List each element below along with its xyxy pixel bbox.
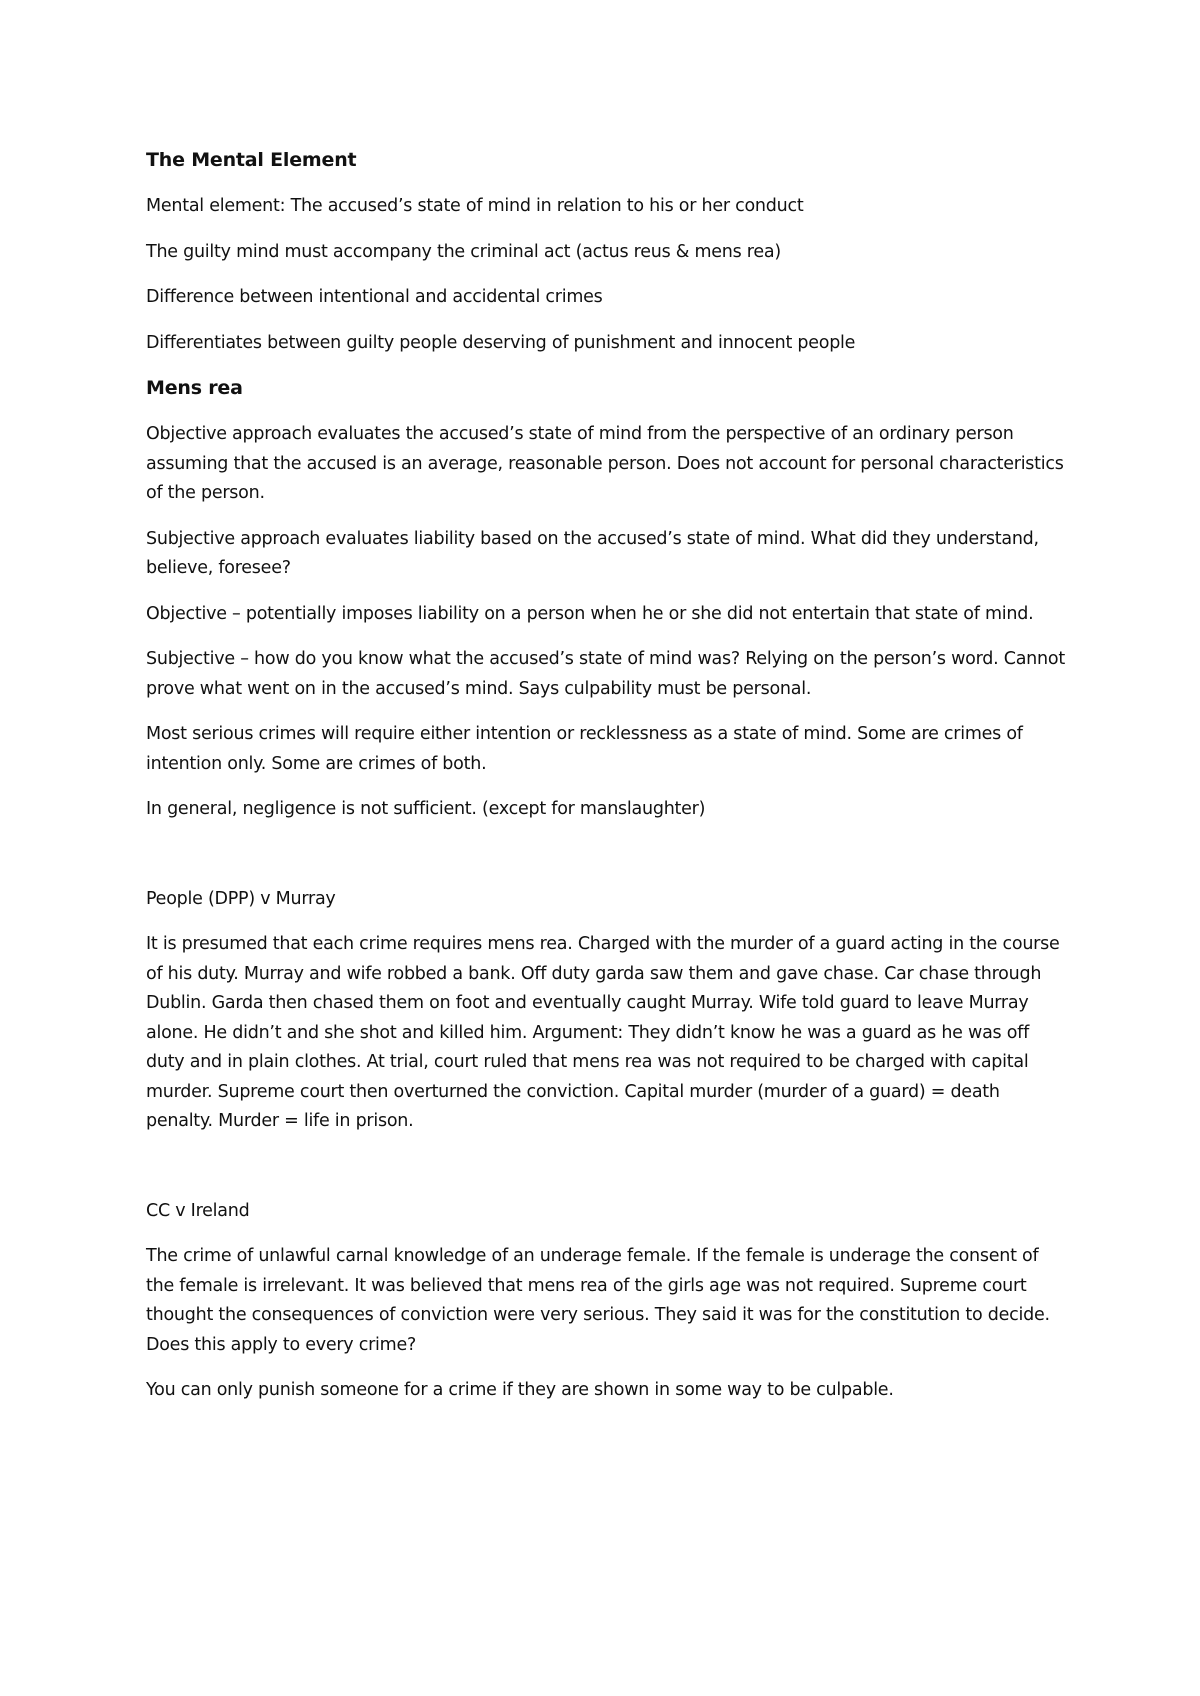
paragraph: In general, negligence is not sufficient. (except for manslaughter) bbox=[146, 799, 706, 819]
section-heading-mental-element: The Mental Element bbox=[146, 149, 357, 171]
paragraph: Differentiates between guilty people deserving of punishment and innocent people bbox=[146, 332, 856, 353]
paragraph: The crime of unlawful carnal knowledge of an underage female. If the female is underage the consent of the female is irrelevant. It was believed that mens rea of the girls age was not required. Supreme court thought the consequences of conviction were very serious. They said it was for the constitution to decide. Does this apply to every crime? bbox=[146, 1246, 1050, 1355]
paragraph: The guilty mind must accompany the criminal act (actus reus & mens rea) bbox=[146, 241, 781, 262]
paragraph: Subjective – how do you know what the accused’s state of mind was? Relying on the person’s word. Cannot prove what went on in the accused’s mind. Says culpability must be personal. bbox=[146, 649, 1065, 699]
section-heading-mens-rea: Mens rea bbox=[146, 377, 243, 399]
document-body bbox=[146, 146, 1066, 1422]
paragraph: Most serious crimes will require either intention or recklessness as a state of mind. Some are crimes of intention only. Some are crimes of both. bbox=[146, 724, 1023, 774]
case-title-people-v-murray: People (DPP) v Murray bbox=[146, 888, 336, 909]
case-title-cc-v-ireland: CC v Ireland bbox=[146, 1200, 250, 1221]
paragraph: Difference between intentional and accidental crimes bbox=[146, 287, 603, 307]
paragraph: Objective – potentially imposes liability on a person when he or she did not entertain that state of mind. bbox=[146, 603, 1034, 624]
paragraph: Mental element: The accused’s state of mind in relation to his or her conduct bbox=[146, 196, 804, 216]
paragraph: Objective approach evaluates the accused’s state of mind from the perspective of an ordinary person assuming that the accused is an average, reasonable person. Does not account for personal characteristics of the person. bbox=[146, 424, 1064, 503]
paragraph: It is presumed that each crime requires mens rea. Charged with the murder of a guard acting in the course of his duty. Murray and wife robbed a bank. Off duty garda saw them and gave chase. Car chase through Dublin. Garda then chased them on foot and eventually caught Murray. Wife told guard to leave Murray alone. He didn’t and she shot and killed him. Argument: They didn’t know he was a guard as he was off duty and in plain clothes. At trial, court ruled that mens rea was not required to be charged with capital murder. Supreme court then overturned the conviction. Capital murder (murder of a guard) = death penalty. Murder = life in prison. bbox=[146, 934, 1060, 1131]
paragraph: Subjective approach evaluates liability based on the accused’s state of mind. What did they understand, believe, foresee? bbox=[146, 528, 1039, 578]
paragraph: You can only punish someone for a crime if they are shown in some way to be culpable. bbox=[146, 1380, 894, 1400]
